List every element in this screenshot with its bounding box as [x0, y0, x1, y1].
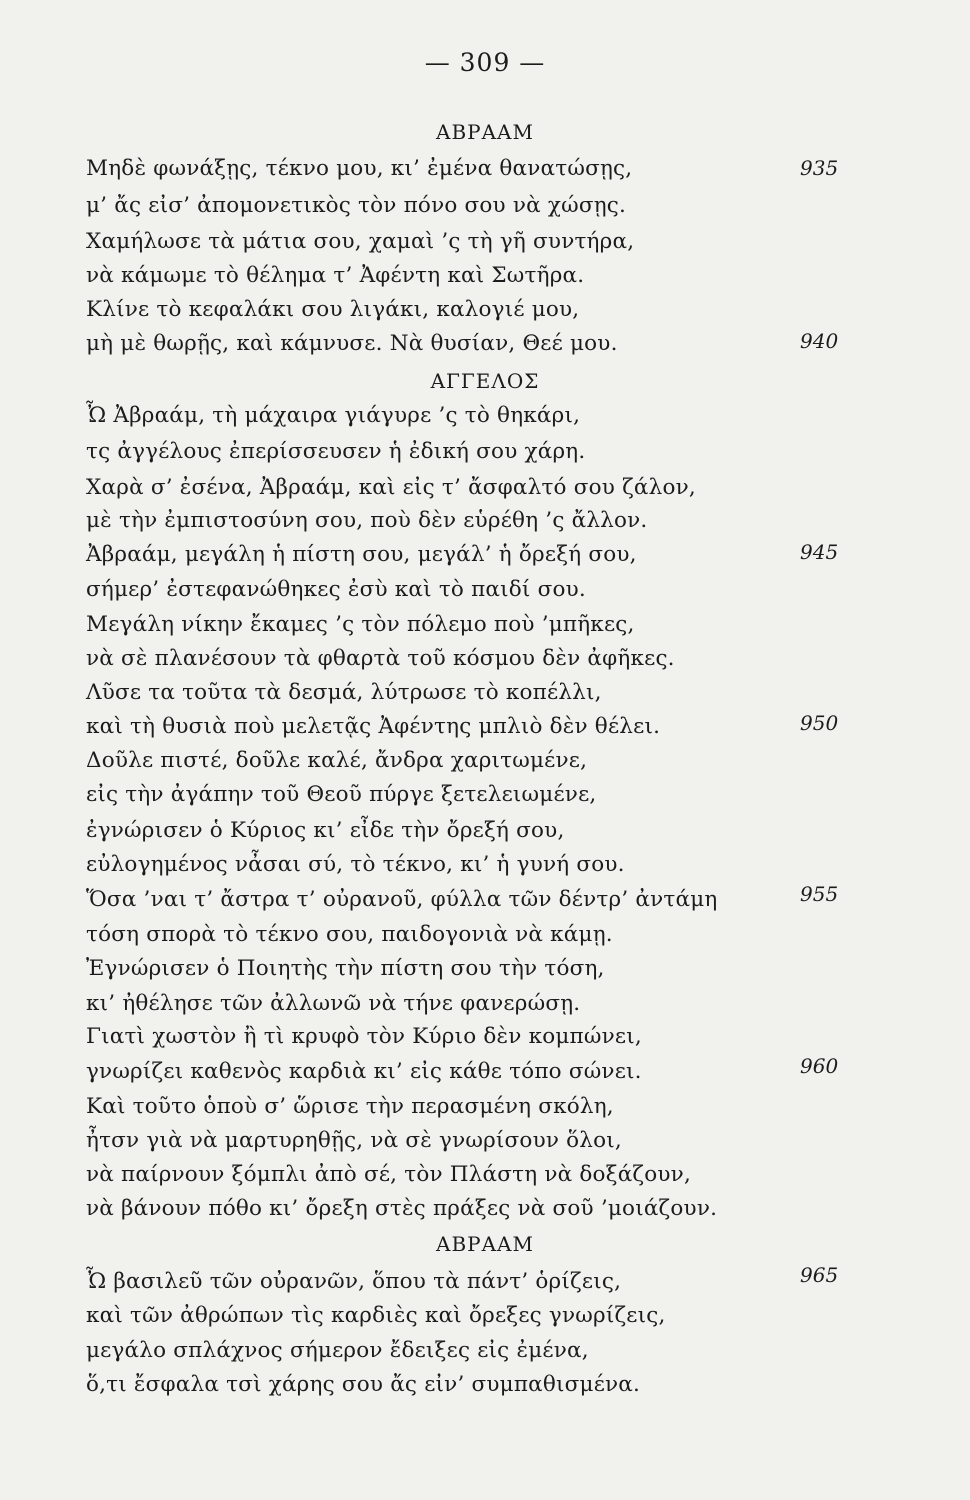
verse-line: Καὶ τοῦτο ὁποὺ σ’ ὥρισε τὴν περασμένη σκόλη,	[86, 1094, 614, 1119]
verse-line: Ὦ Ἀβραάμ, τὴ μάχαιρα γιάγυρε ’ς τὸ θηκάρι,	[86, 403, 581, 428]
verse-line: εὐλογημένος νἆσαι σύ, τὸ τέκνο, κι’ ἡ γυνή σου.	[86, 852, 625, 877]
verse-line: μὲ τὴν ἐμπιστοσύνη σου, ποὺ δὲν εὑρέθη ’ς ἄλλον.	[86, 508, 648, 533]
verse-line: Ὦ βασιλεῦ τῶν οὐρανῶν, ὅπου τὰ πάντ’ ὁρίζεις,	[86, 1269, 622, 1294]
verse-line: Ἐγνώρισεν ὁ Ποιητὴς τὴν πίστη σου τὴν τόση,	[86, 956, 605, 981]
speaker-heading: ΑΓΓΕΛΟΣ	[430, 369, 540, 393]
verse-line: σήμερ’ ἐστεφανώθηκες ἐσὺ καὶ τὸ παιδί σου.	[86, 577, 586, 602]
verse-line: ἐγνώρισεν ὁ Κύριος κι’ εἶδε τὴν ὄρεξή σου,	[86, 818, 565, 843]
verse-line: νὰ κάμωμε τὸ θέλημα τ’ Ἀφέντη καὶ Σωτῆρα.	[86, 263, 585, 288]
line-number: 960	[800, 1054, 839, 1078]
verse-line: νὰ σὲ πλανέσουν τὰ φθαρτὰ τοῦ κόσμου δὲν ἀφῆκες.	[86, 646, 675, 671]
line-number: 965	[800, 1263, 839, 1287]
verse-line: Κλίνε τὸ κεφαλάκι σου λιγάκι, καλογιέ μου,	[86, 297, 580, 322]
verse-line: Χαρὰ σ’ ἐσένα, Ἀβραάμ, καὶ εἰς τ’ ἄσφαλτό σου ζάλον,	[86, 475, 696, 500]
verse-line: κι’ ἠθέλησε τῶν ἀλλωνῶ νὰ τήνε φανερώσῃ.	[86, 991, 581, 1016]
line-number: 955	[800, 882, 839, 906]
verse-line: Ἀβραάμ, μεγάλη ἡ πίστη σου, μεγάλ’ ἡ ὄρεξή σου,	[86, 542, 637, 567]
line-number: 940	[800, 329, 839, 353]
verse-line: εἰς τὴν ἀγάπην τοῦ Θεοῦ πύργε ξετελειωμένε,	[86, 782, 597, 807]
line-number: 935	[800, 156, 839, 180]
line-number: 945	[800, 540, 839, 564]
verse-line: Ὅσα ’ναι τ’ ἄστρα τ’ οὐρανοῦ, φύλλα τῶν δέντρ’ ἀντάμη	[86, 887, 718, 912]
verse-line: γνωρίζει καθενὸς καρδιὰ κι’ εἰς κάθε τόπο σώνει.	[86, 1059, 642, 1084]
verse-line: ὅ,τι ἔσφαλα τσὶ χάρης σου ἄς εἰν’ συμπαθισμένα.	[86, 1372, 641, 1397]
verse-line: Γιατὶ χωστὸν ἢ τὶ κρυφὸ τὸν Κύριο δὲν κομπώνει,	[86, 1024, 642, 1049]
verse-line: τς ἀγγέλους ἐπερίσσευσεν ἡ ἐδική σου χάρη.	[86, 439, 586, 464]
verse-line: Δοῦλε πιστέ, δοῦλε καλέ, ἄνδρα χαριτωμένε,	[86, 748, 588, 773]
verse-line: τόση σπορὰ τὸ τέκνο σου, παιδογονιὰ νὰ κάμῃ.	[86, 922, 613, 947]
page-number: — 309 —	[424, 48, 546, 77]
verse-line: νὰ βάνουν πόθο κι’ ὄρεξη στὲς πράξες νὰ σοῦ ’μοιάζουν.	[86, 1196, 718, 1221]
speaker-heading: ΑΒΡΑΑΜ	[436, 120, 534, 144]
verse-line: μὴ μὲ θωρῇς, καὶ κάμνυσε. Νὰ θυσίαν, Θεέ μου.	[86, 331, 618, 356]
line-number: 950	[800, 711, 839, 735]
verse-line: Μεγάλη νίκην ἔκαμες ’ς τὸν πόλεμο ποὺ ’μπῆκες,	[86, 612, 635, 637]
verse-line: καὶ τῶν ἀθρώπων τὶς καρδιὲς καὶ ὄρεξες γνωρίζεις,	[86, 1303, 666, 1328]
verse-line: μεγάλο σπλάχνος σήμερον ἔδειξες εἰς ἐμένα,	[86, 1338, 589, 1363]
verse-line: καὶ τὴ θυσιὰ ποὺ μελετᾷς Ἀφέντης μπλιὸ δὲν θέλει.	[86, 714, 661, 739]
verse-line: ἦτσν γιὰ νὰ μαρτυρηθῇς, νὰ σὲ γνωρίσουν ὅλοι,	[86, 1128, 622, 1153]
verse-line: μ’ ἄς εἰσ’ ἀπομονετικὸς τὸν πόνο σου νὰ χώσῃς.	[86, 193, 627, 218]
verse-line: Χαμήλωσε τὰ μάτια σου, χαμαὶ ’ς τὴ γῆ συντήρα,	[86, 229, 635, 254]
verse-line: Μηδὲ φωνάξῃς, τέκνο μου, κι’ ἐμένα θανατώσῃς,	[86, 156, 633, 181]
verse-line: νὰ παίρνουν ξόμπλι ἀπὸ σέ, τὸν Πλάστη νὰ δοξάζουν,	[86, 1162, 691, 1187]
verse-line: Λῦσε τα τοῦτα τὰ δεσμά, λύτρωσε τὸ κοπέλλι,	[86, 680, 602, 705]
speaker-heading: ΑΒΡΑΑΜ	[436, 1232, 534, 1256]
